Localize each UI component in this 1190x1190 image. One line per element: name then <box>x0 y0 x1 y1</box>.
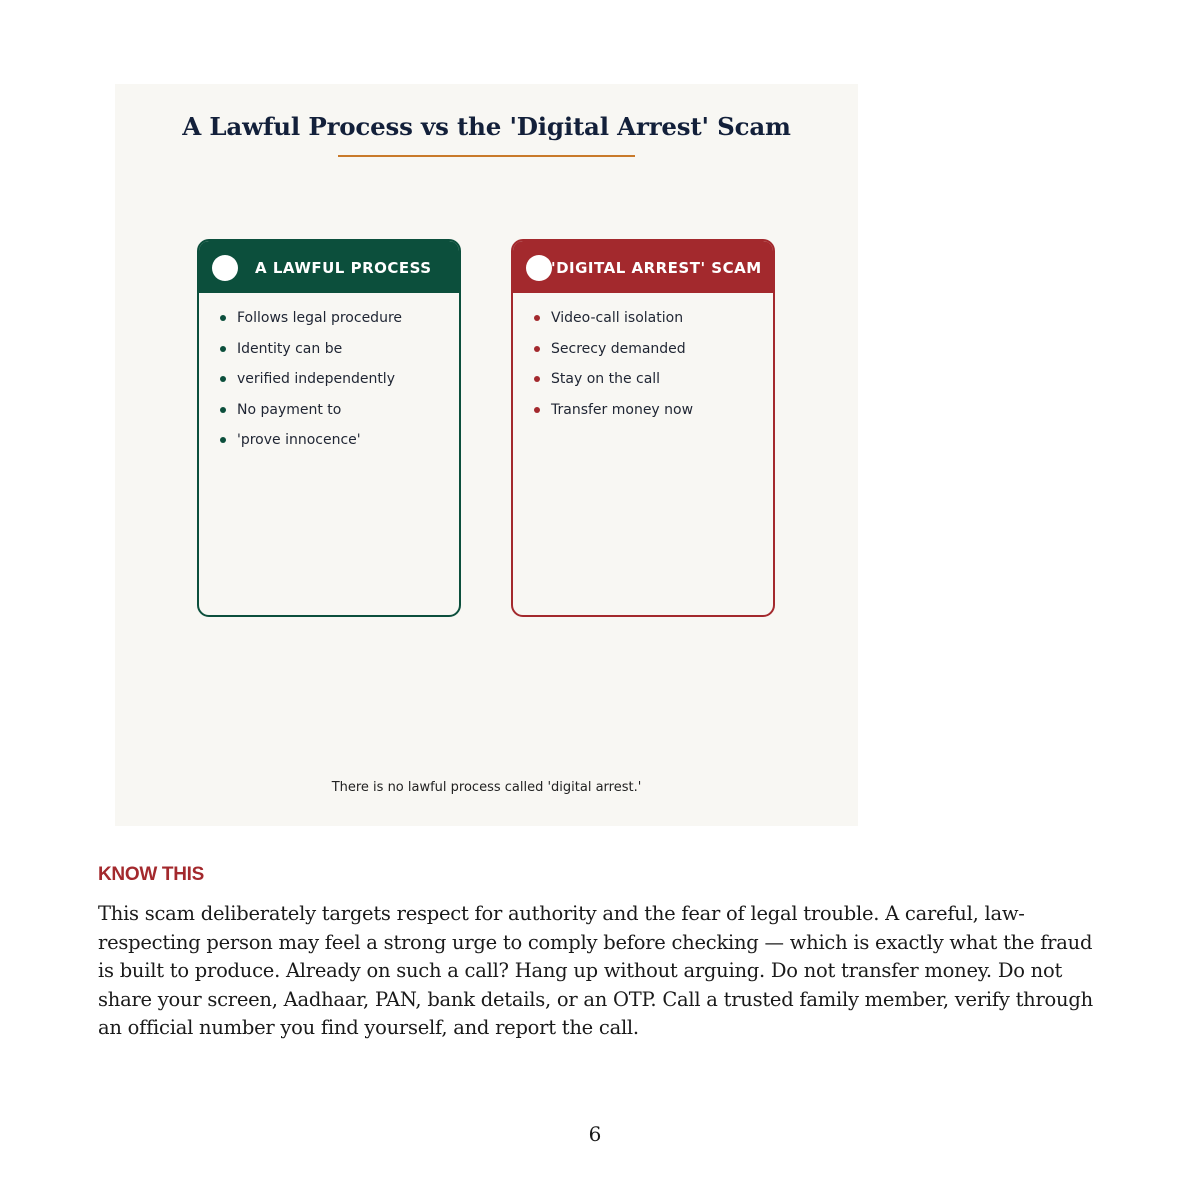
list-item <box>513 309 773 340</box>
figure-caption: There is no lawful process called 'digital arrest.' <box>331 780 642 795</box>
bullet-icon <box>220 407 226 413</box>
digital-arrest-scam-card <box>511 239 775 617</box>
bullet-icon <box>534 315 540 321</box>
lawful-process-card <box>197 239 461 617</box>
digital-arrest-scam-list <box>513 293 773 431</box>
list-item-text: Video-call isolation <box>551 310 684 326</box>
list-item-text: 'prove innocence' <box>237 432 361 448</box>
know-this-heading: KNOW THIS <box>98 864 205 885</box>
figure-title: A Lawful Process vs the 'Digital Arrest' Scam <box>182 112 791 141</box>
lawful-process-header <box>199 241 459 293</box>
bullet-icon <box>220 315 226 321</box>
circle-icon <box>212 255 238 281</box>
list-item <box>513 370 773 401</box>
digital-arrest-scam-header <box>513 241 773 293</box>
list-item-text: Transfer money now <box>551 401 694 418</box>
circle-icon <box>526 255 552 281</box>
list-item-text: No payment to <box>237 401 342 418</box>
list-item <box>199 401 459 432</box>
list-item-text: Stay on the call <box>551 371 661 387</box>
bullet-icon <box>534 346 540 352</box>
list-item <box>199 309 459 340</box>
list-item-text: verified independently <box>237 371 395 387</box>
list-item <box>513 401 773 432</box>
page-number: 6 <box>588 1122 602 1146</box>
list-item-text: Secrecy demanded <box>551 340 686 357</box>
bullet-icon <box>534 407 540 413</box>
lawful-process-heading: A LAWFUL PROCESS <box>255 259 432 277</box>
list-item-text: Identity can be <box>237 340 343 357</box>
list-item <box>513 340 773 371</box>
list-item <box>199 340 459 371</box>
list-item <box>199 431 459 462</box>
lawful-process-list <box>199 293 459 462</box>
list-item-text: Follows legal procedure <box>237 310 402 326</box>
title-underline <box>338 155 635 157</box>
bullet-icon <box>220 346 226 352</box>
bullet-icon <box>220 437 226 443</box>
bullet-icon <box>220 376 226 382</box>
comparison-figure <box>115 84 858 826</box>
list-item <box>199 370 459 401</box>
digital-arrest-scam-heading: 'DIGITAL ARREST' SCAM <box>551 259 762 277</box>
bullet-icon <box>534 376 540 382</box>
know-this-paragraph: This scam deliberately targets respect for authority and the fear of legal trouble. A careful, law-respecting person may feel a strong urge to comply before checking — which is exactly what the fraud is built to produce. Already on such a call? Hang up without arguing. Do not transfer money. Do not share your screen, Aadhaar, PAN, bank details, or an OTP. Call a trusted family member, verify through an official number you find yourself, and report the call. <box>98 902 1093 1040</box>
